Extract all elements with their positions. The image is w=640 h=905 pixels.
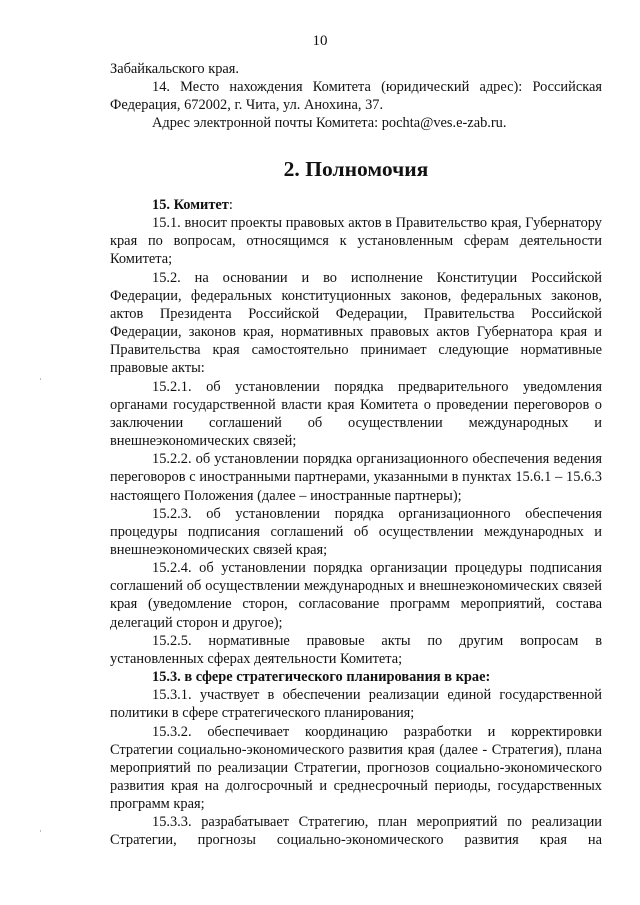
paragraph-15-3-title: 15.3. в сфере стратегического планирования в крае: <box>152 669 491 686</box>
intro-block <box>110 60 602 132</box>
paragraph-15-2: 15.2. на основании и во исполнение Конституции Российской Федерации, федеральных конституционных законов, федеральных законов, актов Президента Российской Федерации, Правительства Российской Федерации, законов края, нормативных правовых актов Губернатора края и Правительства края самостоятельно принимает следующие нормативные правовые акты: <box>110 269 602 377</box>
page-number: 10 <box>312 33 328 49</box>
paragraph-15-3-3: 15.3.3. разрабатывает Стратегию, план мероприятий по реализации Стратегии, прогнозы социально-экономического развития края на <box>110 814 602 849</box>
paragraph-15-2-3: 15.2.3. об установлении порядка организационного обеспечения процедуры подписания соглашений об осуществлении международных и внешнеэкономических связей края; <box>110 505 602 558</box>
margin-mark <box>40 830 41 832</box>
paragraph-15-3-2: 15.3.2. обеспечивает координацию разработки и корректировки Стратегии социально-экономического развития края (далее - Стратегия), плана мероприятий по реализации Стратегии, прогнозов социально-экономического развития края на долгосрочный и среднесрочный периоды, государственных программ края; <box>110 723 602 813</box>
paragraph-15-3-1: 15.3.1. участвует в обеспечении реализации единой государственной политики в сфере стратегического планирования; <box>110 687 602 722</box>
item-14-number: 14. <box>152 79 170 96</box>
section-body <box>110 196 602 850</box>
paragraph-15-2-5: 15.2.5. нормативные правовые акты по другим вопросам в установленных сферах деятельности Комитета; <box>110 632 602 667</box>
paragraph-item-14 <box>110 78 602 114</box>
item-15-colon: : <box>228 197 233 213</box>
section-title: 2. Полномочия <box>283 157 429 181</box>
paragraph-continuation: Забайкальского края. <box>110 61 240 77</box>
item-15-title: 15. Комитет <box>152 197 229 213</box>
paragraph-email: Адрес электронной почты Комитета: pochta@ves.e-zab.ru. <box>152 115 507 132</box>
paragraph-15-2-1: 15.2.1. об установлении порядка предварительного уведомления органами государственной власти края Комитета о проведении переговоров о заключении соглашений об осуществлении международных и внешнеэкономических связей; <box>110 378 602 450</box>
item-15-heading <box>110 196 602 214</box>
paragraph-15-1: 15.1. вносит проекты правовых актов в Правительство края, Губернатору края по вопросам, относящимся к установленным сферам деятельности Комитета; <box>110 215 602 268</box>
paragraph-15-2-4: 15.2.4. об установлении порядка организации процедуры подписания соглашений об осуществлении международных и внешнеэкономических связей края (уведомление сторон, согласование программ мероприятий, состава делегаций сторон и другое); <box>110 560 602 631</box>
margin-mark <box>40 378 41 380</box>
item-14-text: Место нахождения Комитета (юридический адрес): Российская Федерация, 672002, г. Чита, ул. Анохина, 37. <box>110 79 602 114</box>
paragraph-15-2-2: 15.2.2. об установлении порядка организационного обеспечения ведения переговоров с иностранными партнерами, указанными в пунктах 15.6.1 – 15.6.3 настоящего Положения (далее – иностранные партнеры); <box>110 451 602 504</box>
